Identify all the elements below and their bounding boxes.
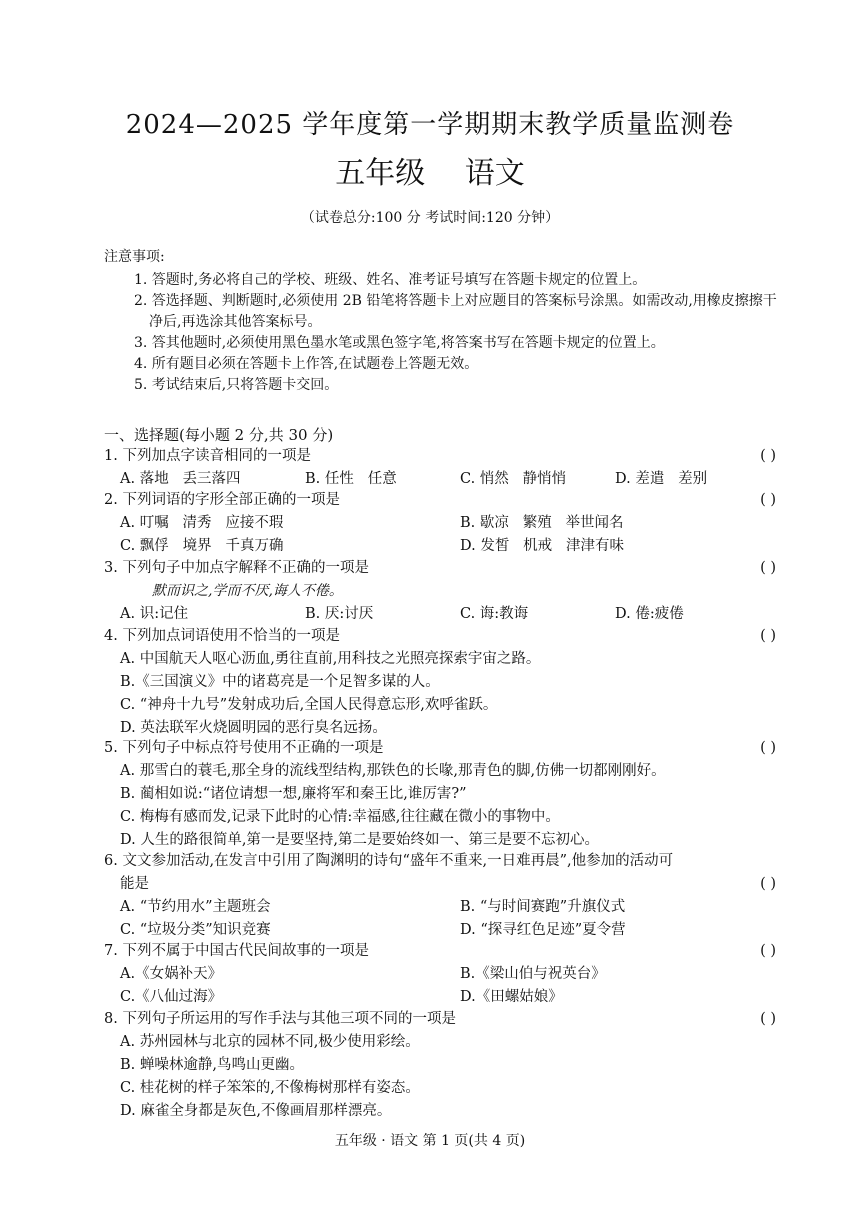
quote-text: 默而识之,学而不厌,诲人不倦。 (152, 583, 343, 599)
notice-item: 5. 考试结束后,只将答题卡交回。 (134, 377, 339, 393)
question-stem: 4. 下列加点词语使用不恰当的一项是 (104, 628, 340, 644)
option-c: C. “神舟十九号”发射成功后,全国人民得意忘形,欢呼雀跃。 (120, 697, 498, 713)
question-stem: 1. 下列加点字读音相同的一项是 (104, 448, 311, 464)
option-a: A. 苏州园林与北京的园林不同,极少使用彩绘。 (120, 1034, 420, 1050)
question-1 (104, 445, 784, 491)
option-d: D. 麻雀全身都是灰色,不像画眉那样漂亮。 (120, 1103, 392, 1119)
notice-item: 4. 所有题目必须在答题卡上作答,在试题卷上答题无效。 (134, 356, 479, 372)
option-a: A. 中国航天人呕心沥血,勇往直前,用科技之光照亮探索宇宙之路。 (120, 651, 541, 667)
answer-blank: ( ) (760, 943, 776, 959)
option-d: D.《田螺姑娘》 (460, 989, 563, 1005)
option-b: B. 蝉噪林逾静,鸟鸣山更幽。 (120, 1057, 304, 1073)
option-c: C. “垃圾分类”知识竞赛 (120, 922, 271, 938)
option-a: A.《女娲补天》 (120, 966, 223, 982)
answer-blank: ( ) (760, 876, 776, 892)
page-title: 2024—2025 学年度第一学期期末教学质量监测卷 (125, 110, 735, 140)
notice-item: 1. 答题时,务必将自己的学校、班级、姓名、准考证号填写在答题卡规定的位置上。 (134, 272, 647, 288)
notice-heading: 注意事项: (104, 249, 165, 265)
question-stem: 6. 文文参加活动,在发言中引用了陶渊明的诗句“盛年不重来,一日难再晨”,他参加的活动可 (104, 853, 674, 869)
option-c: C. 桂花树的样子笨笨的,不像梅树那样有姿态。 (120, 1080, 420, 1096)
option-a: A. 落地 丢三落四 (120, 471, 241, 487)
option-d: D. 差遣 差别 (615, 471, 708, 487)
question-stem: 8. 下列句子所运用的写作手法与其他三项不同的一项是 (104, 1011, 456, 1027)
option-a: A. 那雪白的蓑毛,那全身的流线型结构,那铁色的长喙,那青色的脚,仿佛一切都刚刚好。 (120, 763, 666, 779)
option-a: A. 叮嘱 清秀 应接不瑕 (120, 515, 284, 531)
option-c: C. 诲:教诲 (460, 606, 529, 622)
option-b: B. 任性 任意 (305, 471, 397, 487)
option-b: B.《三国演义》中的诸葛亮是一个足智多谋的人。 (120, 674, 440, 690)
question-2 (104, 489, 784, 558)
question-6 (104, 850, 784, 942)
notice-item: 3. 答其他题时,必须使用黑色墨水笔或黑色签字笔,将答案书写在答题卡规定的位置上。 (134, 335, 665, 351)
answer-blank: ( ) (760, 560, 776, 576)
question-3 (104, 557, 784, 626)
option-d: D. 发皙 机戒 津津有味 (460, 538, 624, 554)
exam-meta: （试卷总分:100 分 考试时间:120 分钟） (300, 210, 560, 226)
answer-blank: ( ) (760, 448, 776, 464)
option-c: C. 悄然 静悄悄 (460, 471, 567, 487)
question-7 (104, 940, 784, 1009)
answer-blank: ( ) (760, 628, 776, 644)
option-c: C. 飘俘 境界 千真万确 (120, 538, 284, 554)
option-d: D. “探寻红色足迹”夏令营 (460, 922, 626, 938)
option-d: D. 倦:疲倦 (615, 606, 684, 622)
question-stem: 5. 下列句子中标点符号使用不正确的一项是 (104, 740, 384, 756)
page-footer: 五年级 · 语文 第 1 页(共 4 页) (334, 1133, 526, 1149)
option-a: A. “节约用水”主题班会 (120, 899, 271, 915)
option-b: B.《梁山伯与祝英台》 (460, 966, 606, 982)
notice-list (134, 270, 784, 396)
option-d: D. 人生的路很简单,第一是要坚持,第二是要始终如一、第三是要不忘初心。 (120, 832, 600, 848)
page-subtitle: 五年级 语文 (335, 156, 525, 191)
question-stem-continued: 能是 (120, 876, 149, 892)
answer-blank: ( ) (760, 492, 776, 508)
option-c: C. 梅梅有感而发,记录下此时的心情:幸福感,往往藏在微小的事物中。 (120, 809, 560, 825)
question-4 (104, 625, 784, 740)
option-a: A. 识:记住 (120, 606, 189, 622)
question-8 (104, 1008, 784, 1123)
option-c: C.《八仙过海》 (120, 989, 223, 1005)
option-b: B. 蔺相如说:“诸位请想一想,廉将军和秦王比,谁厉害?” (120, 786, 467, 802)
answer-blank: ( ) (760, 1011, 776, 1027)
option-b: B. 歇凉 繁殖 举世闻名 (460, 515, 624, 531)
option-d: D. 英法联军火烧圆明园的恶行臭名远扬。 (120, 720, 387, 736)
question-stem: 7. 下列不属于中国古代民间故事的一项是 (104, 943, 369, 959)
option-b: B. 厌:讨厌 (305, 606, 374, 622)
question-5 (104, 737, 784, 852)
question-stem: 3. 下列句子中加点字解释不正确的一项是 (104, 560, 369, 576)
notice-item: 2. 答选择题、判断题时,必须使用 2B 铅笔将答题卡上对应题目的答案标号涂黑。如需改动,用橡皮擦擦干净后,再选涂其他答案标号。 (134, 293, 777, 330)
answer-blank: ( ) (760, 740, 776, 756)
option-b: B. “与时间赛跑”升旗仪式 (460, 899, 626, 915)
question-stem: 2. 下列词语的字形全部正确的一项是 (104, 492, 340, 508)
section-heading: 一、选择题(每小题 2 分,共 30 分) (104, 426, 334, 444)
